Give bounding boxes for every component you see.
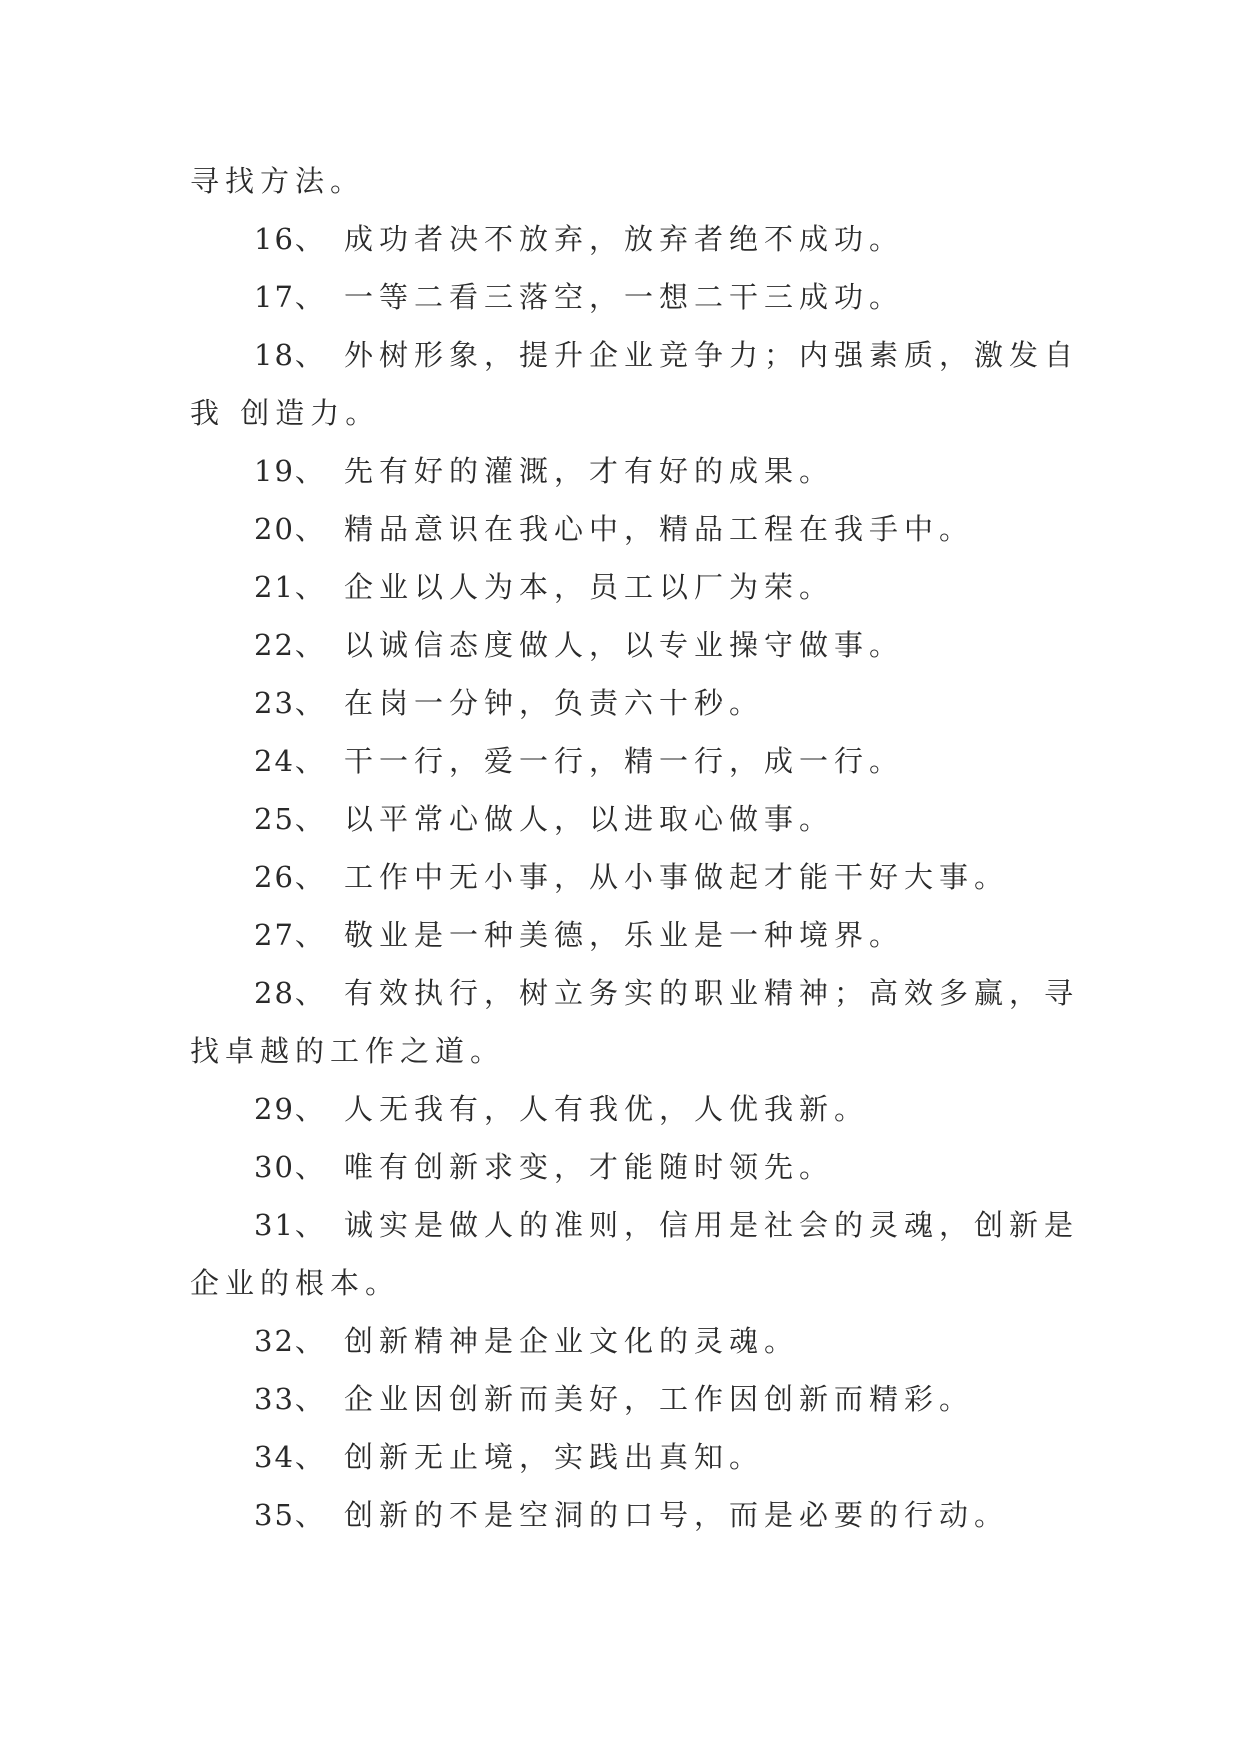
item-number: 22、 bbox=[254, 628, 326, 662]
list-item bbox=[190, 1138, 1055, 1196]
item-text: 干一行，爱一行，精一行，成一行。 bbox=[344, 744, 905, 778]
list-item bbox=[190, 1312, 1055, 1370]
item-text: 企业以人为本，员工以厂为荣。 bbox=[344, 570, 835, 604]
list-item bbox=[190, 1080, 1055, 1138]
item-number: 31、 bbox=[254, 1208, 326, 1242]
document-body bbox=[190, 152, 1080, 1544]
item-text: 精品意识在我心中，精品工程在我手中。 bbox=[344, 512, 975, 546]
item-number: 35、 bbox=[254, 1498, 326, 1532]
item-text: 企业因创新而美好，工作因创新而精彩。 bbox=[344, 1382, 975, 1416]
list-item bbox=[190, 790, 1055, 848]
list-item bbox=[190, 442, 1055, 500]
item-number: 34、 bbox=[254, 1440, 326, 1474]
list-item bbox=[190, 732, 1055, 790]
item-text: 外树形象，提升企业竞争力；内强素质，激发自 bbox=[344, 338, 1080, 372]
line-text: 我 创造力。 bbox=[190, 396, 381, 430]
item-number: 24、 bbox=[254, 744, 326, 778]
list-item bbox=[190, 268, 1055, 326]
list-item bbox=[190, 558, 1055, 616]
text-line bbox=[190, 1022, 1055, 1080]
item-number: 28、 bbox=[254, 976, 326, 1010]
item-text: 先有好的灌溉，才有好的成果。 bbox=[344, 454, 835, 488]
list-item bbox=[190, 326, 1080, 384]
list-item bbox=[190, 1196, 1080, 1254]
item-number: 17、 bbox=[254, 280, 326, 314]
item-text: 在岗一分钟，负责六十秒。 bbox=[344, 686, 765, 720]
list-item bbox=[190, 1486, 1055, 1544]
list-item bbox=[190, 906, 1055, 964]
item-number: 16、 bbox=[254, 222, 326, 256]
item-text: 创新的不是空洞的口号，而是必要的行动。 bbox=[344, 1498, 1010, 1532]
item-number: 18、 bbox=[254, 338, 326, 372]
item-text: 成功者决不放弃，放弃者绝不成功。 bbox=[344, 222, 905, 256]
item-text: 以平常心做人，以进取心做事。 bbox=[344, 802, 835, 836]
item-text: 一等二看三落空，一想二干三成功。 bbox=[344, 280, 905, 314]
item-text: 有效执行，树立务实的职业精神；高效多赢，寻 bbox=[344, 976, 1080, 1010]
list-item bbox=[190, 1428, 1055, 1486]
text-line bbox=[190, 1254, 1055, 1312]
item-number: 26、 bbox=[254, 860, 326, 894]
list-item bbox=[190, 674, 1055, 732]
item-number: 19、 bbox=[254, 454, 326, 488]
item-text: 工作中无小事，从小事做起才能干好大事。 bbox=[344, 860, 1010, 894]
list-item bbox=[190, 616, 1055, 674]
line-text: 寻找方法。 bbox=[190, 164, 366, 198]
item-number: 25、 bbox=[254, 802, 326, 836]
list-item bbox=[190, 500, 1055, 558]
item-number: 21、 bbox=[254, 570, 326, 604]
item-text: 诚实是做人的准则，信用是社会的灵魂，创新是 bbox=[344, 1208, 1080, 1242]
item-text: 创新无止境，实践出真知。 bbox=[344, 1440, 765, 1474]
item-number: 29、 bbox=[254, 1092, 326, 1126]
item-text: 人无我有，人有我优，人优我新。 bbox=[344, 1092, 870, 1126]
item-text: 创新精神是企业文化的灵魂。 bbox=[344, 1324, 800, 1358]
item-number: 32、 bbox=[254, 1324, 326, 1358]
list-item bbox=[190, 964, 1080, 1022]
item-number: 30、 bbox=[254, 1150, 326, 1184]
list-item bbox=[190, 848, 1055, 906]
item-text: 唯有创新求变，才能随时领先。 bbox=[344, 1150, 835, 1184]
item-number: 33、 bbox=[254, 1382, 326, 1416]
list-item bbox=[190, 1370, 1055, 1428]
list-item bbox=[190, 210, 1055, 268]
line-text: 找卓越的工作之道。 bbox=[190, 1034, 506, 1068]
text-line bbox=[190, 152, 1055, 210]
item-text: 以诚信态度做人，以专业操守做事。 bbox=[344, 628, 905, 662]
item-number: 20、 bbox=[254, 512, 326, 546]
item-text: 敬业是一种美德，乐业是一种境界。 bbox=[344, 918, 905, 952]
text-line bbox=[190, 384, 1055, 442]
item-number: 23、 bbox=[254, 686, 326, 720]
item-number: 27、 bbox=[254, 918, 326, 952]
line-text: 企业的根本。 bbox=[190, 1266, 401, 1300]
